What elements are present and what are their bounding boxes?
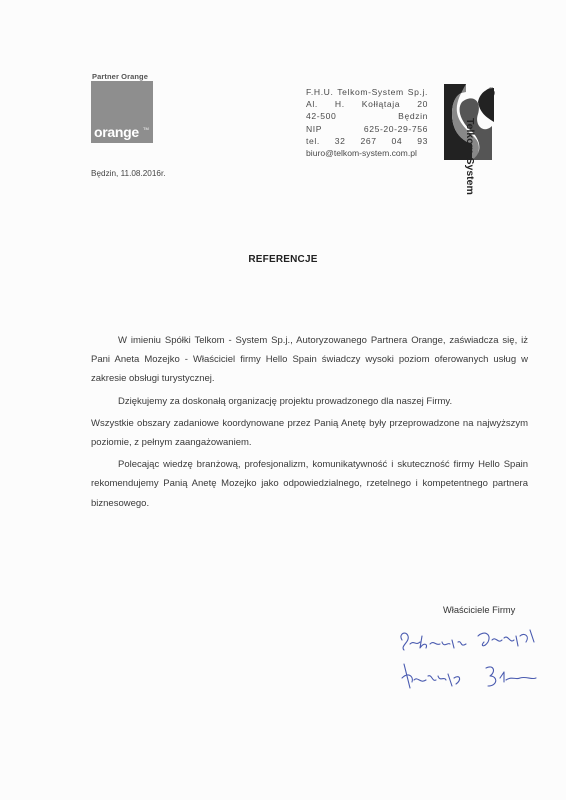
telkom-system-logo-icon (438, 80, 518, 162)
sender-street: Al. H. Kołłątaja 20 (306, 99, 428, 110)
paragraph-thanks: Dziękujemy za doskonałą organizację projektu prowadzonego dla naszej Firmy. (118, 395, 453, 407)
orange-partner-logo (91, 81, 153, 143)
paragraph-recommendation: Polecając wiedzę branżową, profesjonalizm, komunikatywność i skuteczność firmy Hello Spain rekomendujemy Panią Anetę Mozejko jako odpowiedzialnego, rzetelnego i kompetentnego partnera biznesowego. (91, 459, 528, 509)
signoff: Właściciele Firmy (443, 605, 516, 615)
handwritten-signatures (396, 622, 546, 722)
telkom-system-brand-text: Telkom-System (464, 118, 476, 195)
letter-body (91, 331, 528, 516)
sender-email: biuro@telkom-system.com.pl (306, 148, 417, 159)
sender-address-block (306, 86, 428, 159)
sender-city: 42-500 Będzin (306, 111, 428, 122)
brand-registered-mark: ® (489, 88, 494, 94)
orange-logo-tm: TM (143, 126, 149, 131)
sender-phone: tel. 32 267 04 93 (306, 135, 428, 146)
partner-label: Partner Orange (92, 72, 149, 81)
paragraph-intro: W imieniu Spółki Telkom - System Sp.j., Autoryzowanego Partnera Orange, zaświadcza się, iż Pani Aneta Mozejko - Właściciel firmy Hello Spain świadczy wysoki poziom oferowanych usług w zakresie obsługi turystycznej. (91, 335, 528, 385)
letter-title: REFERENCJE (248, 254, 318, 265)
paragraph-coordination: Wszystkie obszary zadaniowe koordynowane przez Panią Anetę były przeprowadzone na najwyższym poziomie, z pełnym zaangażowaniem. (91, 417, 528, 449)
orange-logo-text: orange (94, 124, 139, 140)
sender-nip: NIP 625-20-29-756 (306, 123, 428, 134)
sender-company: F.H.U. Telkom-System Sp.j. (306, 87, 428, 97)
letter-date: Będzin, 11.08.2016r. (91, 169, 166, 178)
